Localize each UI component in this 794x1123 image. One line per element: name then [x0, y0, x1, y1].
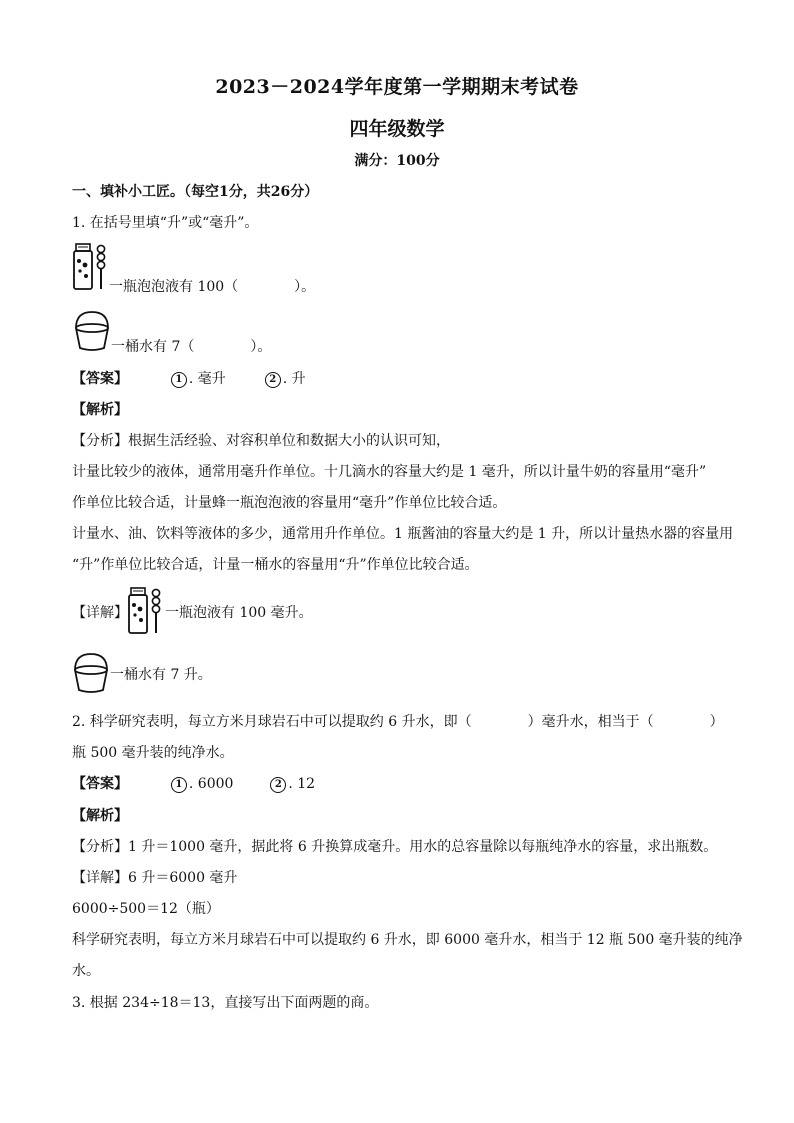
q2-answer	[72, 774, 315, 794]
q1-line-b: 一桶水有 7（ ）。	[111, 339, 272, 355]
bubble-bottle-icon	[73, 243, 109, 291]
q1-detail-a: 一瓶泡液有 100 毫升。	[165, 605, 313, 621]
exam-subtitle: 四年级数学	[349, 118, 445, 140]
q1-analysis-p3a: 计量水、油、饮料等液体的多少，通常用升作单位。1 瓶酱油的容量大约是 1 升，所以计量热水器的容量用	[72, 526, 734, 542]
q1-detail-b: 一桶水有 7 升。	[110, 667, 212, 683]
q2-analysis-label: 【解析】	[72, 808, 128, 824]
q2-stem-a: 2. 科学研究表明，每立方米月球岩石中可以提取约 6 升水，即（ ）毫升水，相当于（ ）	[72, 714, 724, 730]
q1-stem: 1. 在括号里填“升”或“毫升”。	[72, 215, 259, 231]
q2-detail-p2: 6000÷500＝12（瓶）	[72, 901, 220, 917]
q2-detail-p3b: 水。	[72, 963, 100, 979]
q3-stem: 3. 根据 234÷18＝13，直接写出下面两题的商。	[72, 995, 379, 1011]
q1-answer	[72, 369, 306, 389]
section-heading: 一、填补小工匠。（每空1分，共26分）	[72, 184, 319, 200]
q1-analysis-p3b: “升”作单位比较合适，计量一桶水的容量用“升”作单位比较合适。	[72, 557, 479, 573]
q2-detail-p1: 【详解】6 升＝6000 毫升	[72, 870, 238, 886]
answer-1-number: 1	[171, 777, 187, 793]
answer-2: . 升	[282, 371, 306, 387]
answer-2: . 12	[288, 776, 316, 792]
q1-detail-label: 【详解】	[72, 605, 128, 621]
full-score: 满分：100分	[354, 153, 440, 169]
q2-analysis-p1: 【分析】1 升＝1000 毫升，据此将 6 升换算成毫升。用水的总容量除以每瓶纯净水的容量，求出瓶数。	[72, 839, 718, 855]
answer-label: 【答案】	[72, 776, 128, 792]
q1-analysis-p2a: 计量比较少的液体，通常用毫升作单位。十几滴水的容量大约是 1 毫升，所以计量牛奶的容量用“毫升”	[72, 464, 707, 480]
q1-analysis-p2b: 作单位比较合适，计量蜂一瓶泡泡液的容量用“毫升”作单位比较合适。	[72, 495, 507, 511]
exam-title: 2023－2024学年度第一学期期末考试卷	[215, 76, 579, 98]
bucket-icon	[73, 310, 111, 352]
answer-1-number: 1	[171, 372, 187, 388]
q2-detail-p3a: 科学研究表明，每立方米月球岩石中可以提取约 6 升水，即 6000 毫升水，相当于 12 瓶 500 毫升装的纯净	[72, 932, 743, 948]
bucket-icon	[72, 652, 110, 694]
q1-line-a: 一瓶泡泡液有 100（ ）。	[109, 279, 316, 295]
bubble-bottle-icon	[128, 587, 164, 635]
q2-stem-b: 瓶 500 毫升装的纯净水。	[72, 745, 234, 761]
answer-label: 【答案】	[72, 371, 128, 387]
answer-1: . 毫升	[188, 371, 226, 387]
answer-1: . 6000	[188, 776, 234, 792]
answer-2-number: 2	[265, 372, 281, 388]
q1-analysis-p1: 【分析】根据生活经验、对容积单位和数据大小的认识可知，	[72, 433, 450, 449]
answer-2-number: 2	[270, 777, 286, 793]
q1-analysis-label: 【解析】	[72, 402, 128, 418]
